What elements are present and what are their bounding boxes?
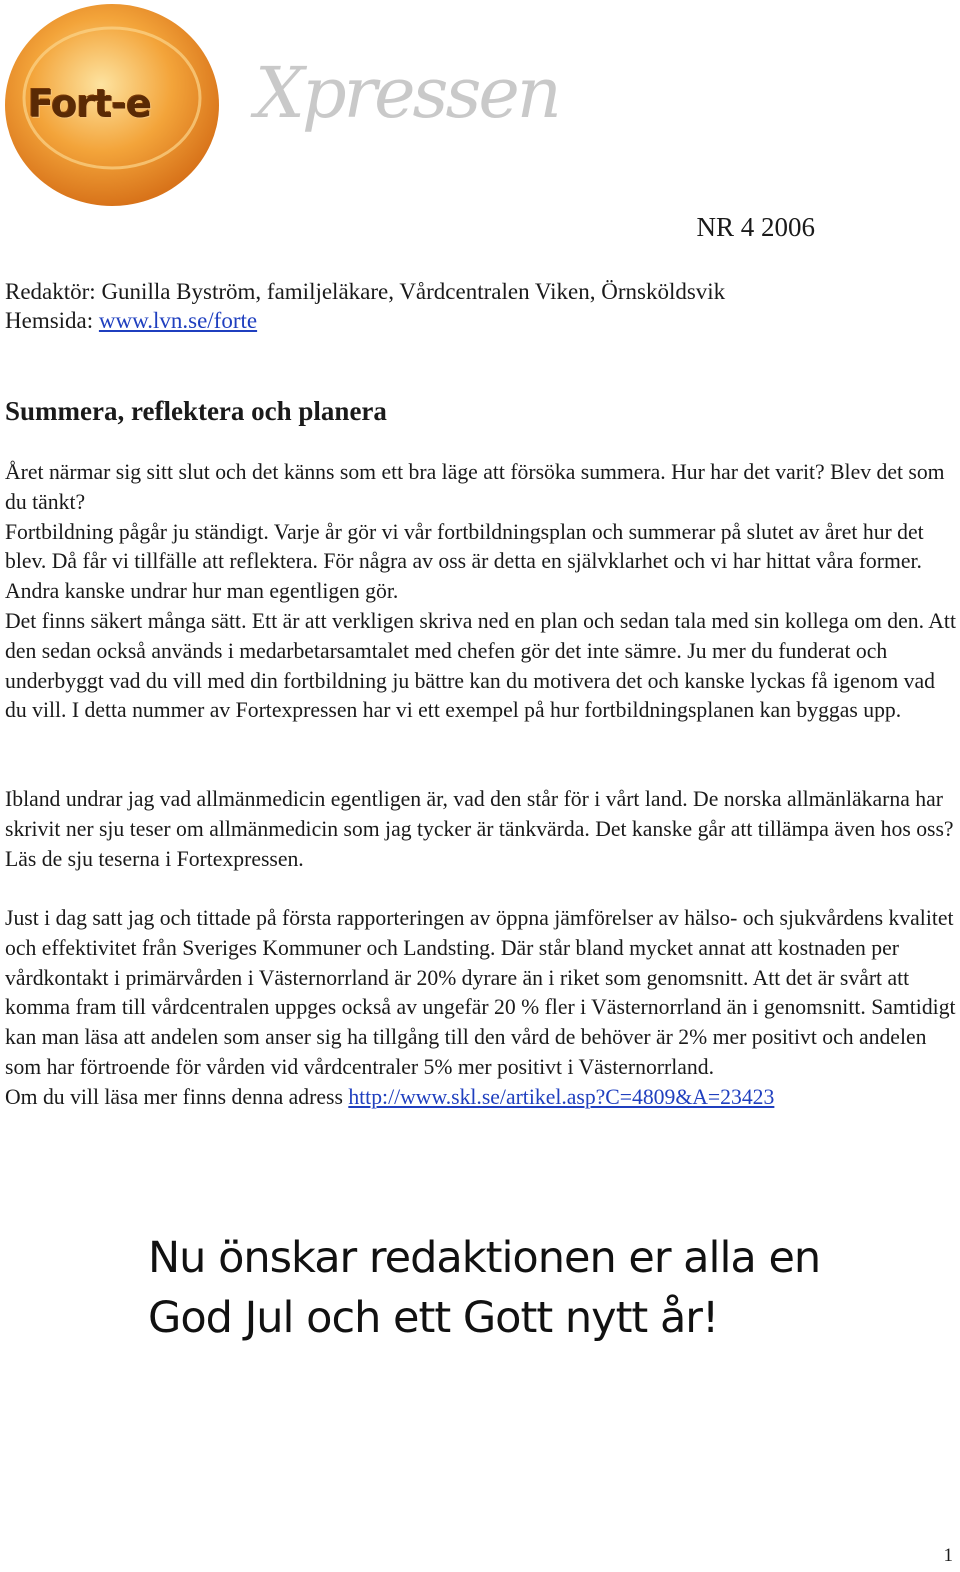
more-info-line — [5, 1083, 957, 1113]
homepage-line — [5, 306, 257, 336]
christmas-greeting — [148, 1228, 908, 1348]
more-info-label: Om du vill läsa mer finns denna adress — [5, 1084, 349, 1109]
paragraph-1-sentence-1: Året närmar sig sitt slut och det känns som ett bra läge att försöka summera. Hur har det varit? Blev det som du tänkt? — [5, 460, 945, 514]
paragraph-3 — [5, 904, 957, 1113]
paragraph-2-text: Ibland undrar jag vad allmänmedicin egentligen är, vad den står för i vårt land. De norska allmänläkarna har skrivit ner sju teser om allmänmedicin som jag tycker är tänkvärda. Det kanske går att tillämpa även hos oss? Läs de sju teserna i Fortexpressen. — [5, 787, 954, 871]
editor-line: Redaktör: Gunilla Byström, familjeläkare, Vårdcentralen Viken, Örnsköldsvik — [5, 279, 726, 304]
greeting-line-1: Nu önskar redaktionen er alla en — [148, 1233, 821, 1283]
paragraph-2 — [5, 785, 957, 874]
fortexpressen-logo — [0, 0, 559, 210]
paragraph-1 — [5, 458, 957, 726]
homepage-link[interactable]: www.lvn.se/forte — [98, 308, 258, 333]
issue-number: NR 4 2006 — [696, 212, 815, 242]
article-headline: Summera, reflektera och planera — [5, 396, 387, 426]
logo-badge-text: Fort-e — [28, 82, 151, 126]
homepage-label: Hemsida: — [5, 308, 99, 333]
skl-article-link[interactable]: http://www.skl.se/artikel.asp?C=4809&A=23423 — [348, 1084, 775, 1109]
logo-script-text: Xpressen — [255, 52, 559, 134]
greeting-line-2: God Jul och ett Gott nytt år! — [148, 1293, 719, 1343]
paragraph-1-sentence-2: Fortbildning pågår ju ständigt. Varje år gör vi vår fortbildningsplan och summerar på slutet av året hur det blev. Då får vi tillfälle att reflektera. För några av oss är detta en självklarhet och vi har hittat våra former. Andra kanske undrar hur man egentligen gör. — [5, 519, 924, 604]
page-number: 1 — [943, 1545, 953, 1566]
paragraph-1-sentence-3: Det finns säkert många sätt. Ett är att verkligen skriva ned en plan och sedan tala med sin kollega om den. Att den sedan också används i medarbetarsamtalet med chefen gör det inte sämre. Ju mer du funderat och underbyggt vad du vill med din fortbildning ju bättre kan du motivera det och kanske lyckas få igenom vad du vill. I detta nummer av Fortexpressen har vi ett exempel på hur fortbildningsplanen kan byggas upp. — [5, 608, 956, 723]
paragraph-3-text: Just i dag satt jag och tittade på första rapporteringen av öppna jämförelser av hälso- och sjukvårdens kvalitet och effektivitet från Sveriges Kommuner och Landsting. Där står bland mycket annat att kostnaden per vårdkontakt i primärvården i Västernorrland är 20% dyrare än i riket som genomsnitt. Att det är svårt att komma fram till vårdcentralen uppges också av ungefär 20 % fler i Västernorrland än i genomsnitt. Samtidigt kan man läsa att andelen som anser sig ha tillgång till den vård de behöver är 2% mer positivt och andelen som har förtroende för vården vid vårdcentraler 5% mer positivt i Västernorrland. — [5, 906, 956, 1079]
